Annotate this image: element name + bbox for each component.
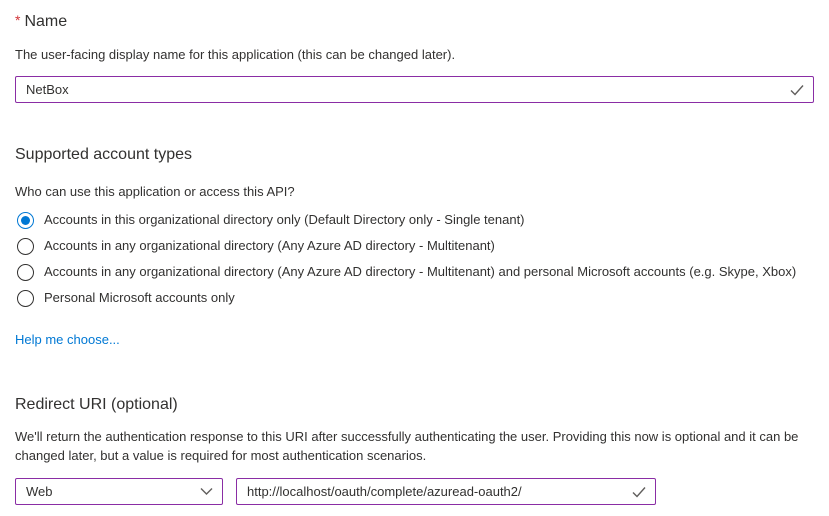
redirect-uri-description: We'll return the authentication response to this URI after successfully authenticating the user. Providing this now is optional and it can be changed later, but a value is required for most authentication scenarios.	[15, 429, 799, 463]
radio-option-label: Accounts in this organizational directory only (Default Directory only - Single tenant)	[44, 212, 525, 227]
name-field-hint: The user-facing display name for this application (this can be changed later).	[15, 47, 456, 62]
name-field-title	[15, 10, 814, 32]
radio-option-label: Personal Microsoft accounts only	[44, 290, 235, 305]
radio-option-personal-only[interactable]	[15, 285, 814, 311]
radio-button-icon[interactable]	[17, 290, 34, 307]
redirect-uri-input-container	[236, 478, 656, 505]
name-input-container	[15, 76, 814, 103]
radio-option-label: Accounts in any organizational directory (Any Azure AD directory - Multitenant) and personal Microsoft accounts (e.g. Skype, Xbox)	[44, 264, 797, 279]
supported-account-types-title: Supported account types	[15, 146, 193, 163]
chevron-down-icon	[200, 487, 213, 496]
redirect-uri-title: Redirect URI (optional)	[15, 396, 178, 413]
radio-button-icon[interactable]	[17, 264, 34, 281]
account-types-radio-group	[15, 207, 814, 311]
platform-select-value: Web	[26, 484, 53, 499]
checkmark-icon	[631, 485, 647, 499]
radio-option-single-tenant[interactable]	[15, 207, 814, 233]
radio-button-icon[interactable]	[17, 238, 34, 255]
radio-option-multitenant-personal[interactable]	[15, 259, 814, 285]
help-me-choose-link[interactable]: Help me choose...	[15, 332, 120, 347]
required-asterisk: *	[15, 12, 21, 28]
radio-option-multitenant[interactable]	[15, 233, 814, 259]
name-input[interactable]	[26, 82, 789, 97]
checkmark-icon	[789, 83, 805, 97]
platform-select[interactable]	[15, 478, 223, 505]
radio-button-icon[interactable]	[17, 212, 34, 229]
radio-option-label: Accounts in any organizational directory (Any Azure AD directory - Multitenant)	[44, 238, 495, 253]
account-types-question: Who can use this application or access this API?	[15, 184, 295, 199]
redirect-uri-input[interactable]	[247, 484, 631, 499]
redirect-uri-row	[15, 478, 814, 505]
name-field-label: Name	[24, 13, 68, 30]
